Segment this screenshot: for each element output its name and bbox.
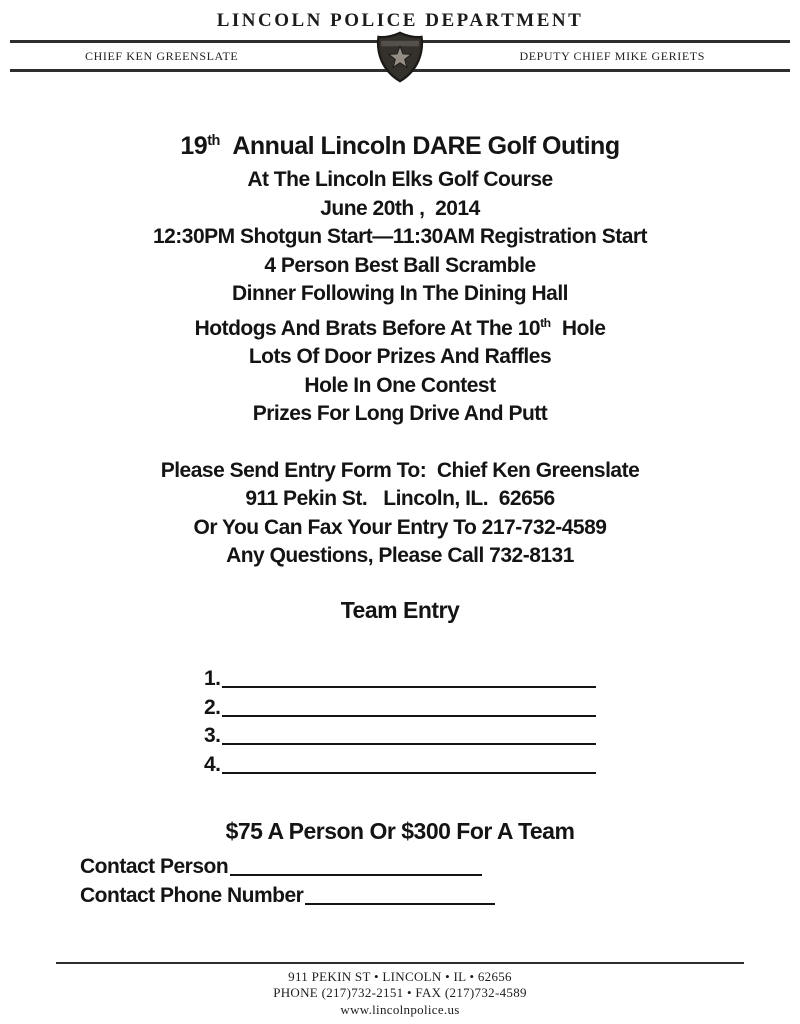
deputy-chief-name-right: DEPUTY CHIEF MIKE GERIETS bbox=[519, 49, 705, 63]
chief-name-left: CHIEF KEN GREENSLATE bbox=[85, 49, 239, 63]
letterhead bbox=[0, 0, 800, 72]
flyer-title-ordinal: th bbox=[207, 132, 220, 149]
contact-person-label: Contact Person bbox=[80, 854, 229, 878]
entry-blank-line bbox=[222, 772, 596, 774]
hotdogs-ordinal: th bbox=[540, 315, 551, 330]
contact-person-row bbox=[80, 851, 800, 880]
footer-phone-fax: PHONE (217)732-2151 • FAX (217)732-4589 bbox=[273, 985, 527, 1000]
footer-address: 911 PEKIN ST • LINCOLN • IL • 62656 bbox=[288, 968, 512, 984]
entry-number: 1. bbox=[204, 667, 221, 690]
hotdogs-text: Hotdogs And Brats Before At The 10 bbox=[194, 316, 541, 340]
footer bbox=[0, 962, 800, 1024]
contact-info-fields bbox=[80, 851, 800, 909]
price-line: $75 A Person Or $300 For A Team bbox=[225, 817, 575, 844]
team-entry-row bbox=[204, 692, 596, 721]
detail-line-hole-in-one: Hole In One Contest bbox=[304, 373, 496, 397]
entry-blank-line bbox=[222, 743, 596, 745]
detail-line-dinner: Dinner Following In The Dining Hall bbox=[232, 282, 568, 305]
questions-line: Any Questions, Please Call 732-8131 bbox=[226, 544, 574, 567]
contact-person-blank-line bbox=[230, 874, 482, 876]
contact-phone-row bbox=[80, 880, 800, 909]
entry-number: 2. bbox=[204, 695, 221, 719]
footer-rule bbox=[56, 962, 744, 964]
hotdogs-text-end: Hole bbox=[556, 316, 606, 340]
fax-line: Or You Can Fax Your Entry To 217-732-4589 bbox=[193, 515, 607, 539]
team-entry-form bbox=[204, 664, 596, 778]
entry-number: 3. bbox=[204, 724, 221, 747]
detail-line-course: At The Lincoln Elks Golf Course bbox=[247, 168, 553, 191]
detail-line-prizes: Lots Of Door Prizes And Raffles bbox=[248, 345, 552, 368]
entry-blank-line bbox=[222, 686, 596, 688]
detail-line-date: June 20th , 2014 bbox=[320, 196, 480, 220]
team-entry-row bbox=[204, 749, 596, 778]
team-entry-row bbox=[204, 721, 596, 750]
team-entry-row bbox=[204, 664, 596, 693]
flyer-body bbox=[0, 72, 800, 909]
detail-line-long-drive: Prizes For Long Drive And Putt bbox=[252, 402, 548, 425]
entry-blank-line bbox=[222, 715, 596, 717]
detail-line-hotdogs bbox=[0, 309, 800, 344]
police-badge-icon bbox=[371, 31, 429, 83]
flyer-title-text: Annual Lincoln DARE Golf Outing bbox=[225, 132, 620, 160]
contact-phone-label: Contact Phone Number bbox=[80, 883, 304, 907]
contact-phone-blank-line bbox=[305, 903, 495, 905]
detail-line-format: 4 Person Best Ball Scramble bbox=[264, 253, 536, 277]
department-title: LINCOLN POLICE DEPARTMENT bbox=[216, 10, 584, 31]
entry-number: 4. bbox=[204, 752, 221, 776]
mailing-instructions bbox=[0, 457, 800, 571]
team-entry-heading: Team Entry bbox=[340, 596, 460, 623]
detail-line-start-times: 12:30PM Shotgun Start—11:30AM Registration Start bbox=[152, 225, 648, 248]
footer-website: www.lincolnpolice.us bbox=[340, 1001, 460, 1017]
mailing-address-line: 911 Pekin St. Lincoln, IL. 62656 bbox=[245, 487, 555, 510]
flyer-title bbox=[0, 132, 800, 161]
flyer-title-number: 19 bbox=[180, 132, 208, 160]
send-entry-line: Please Send Entry Form To: Chief Ken Greenslate bbox=[160, 458, 640, 482]
